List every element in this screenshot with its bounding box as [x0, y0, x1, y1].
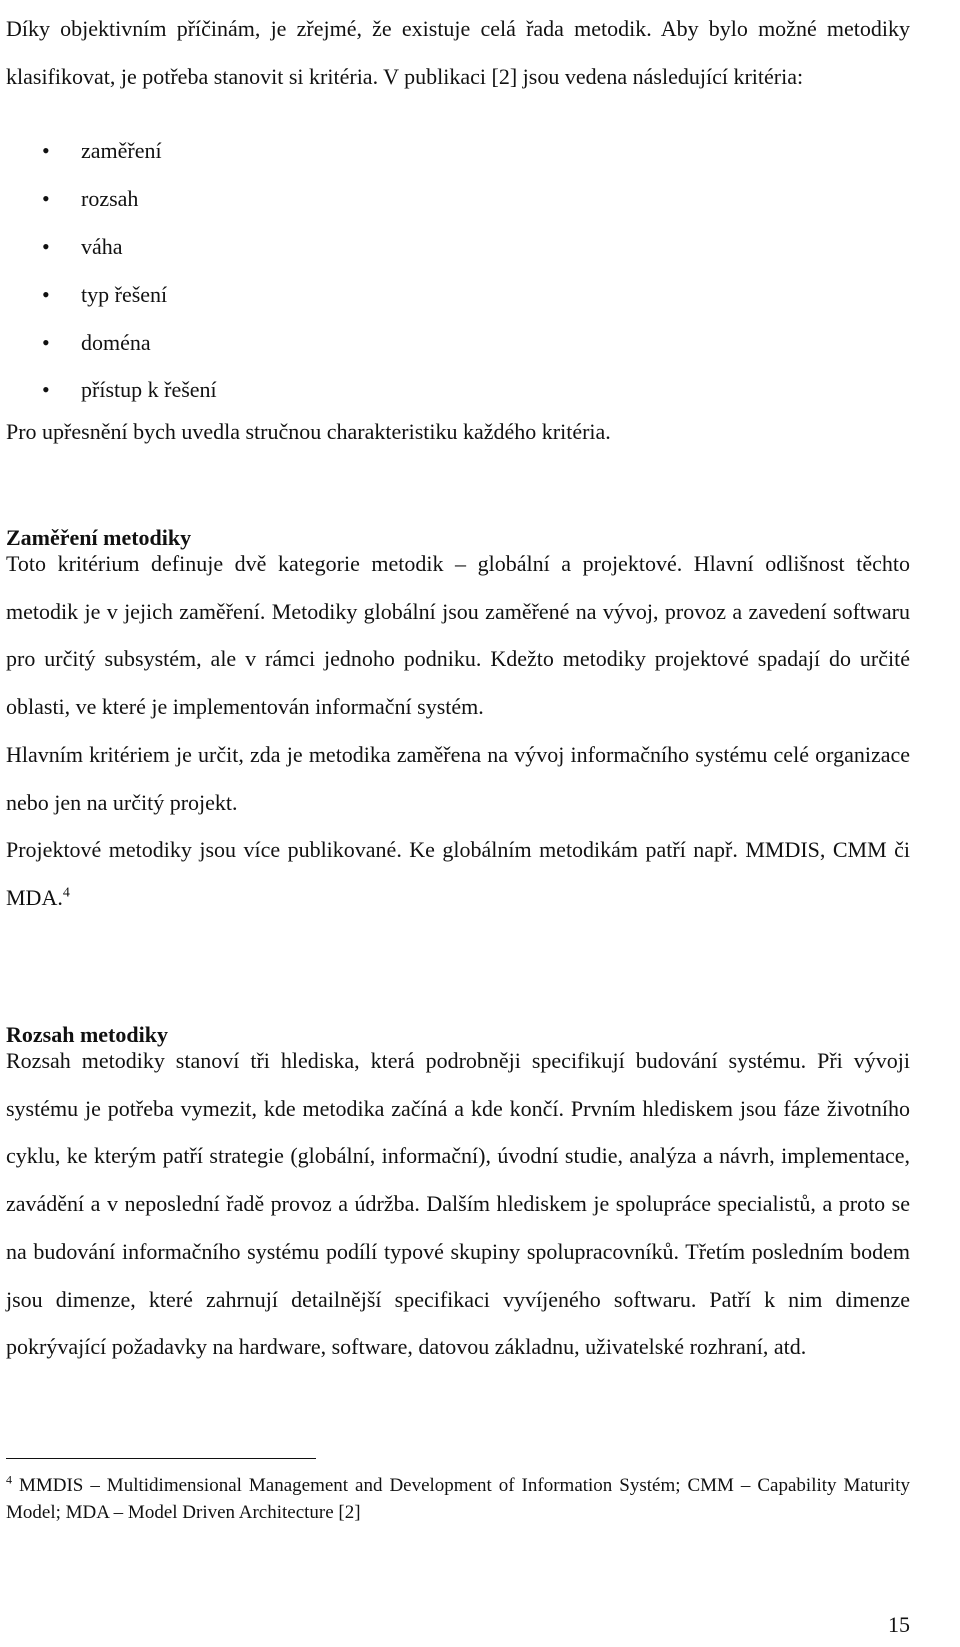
footnote-number: 4	[6, 1472, 12, 1487]
section-rozsah	[6, 1037, 910, 1371]
after-list-paragraph: Pro upřesnění bych uvedla stručnou charakteristiku každého kritéria.	[6, 419, 611, 444]
footnote: $^4$ MMDIS – Multidimensional Management and Development of Information Systém; CMM – Capability Maturity Model; MDA – Model Driven Architecture [2]	[6, 1472, 910, 1523]
page-number: 15	[888, 1612, 910, 1637]
footnote-divider	[6, 1458, 316, 1459]
list-item: • doména	[6, 319, 217, 367]
bullet-icon: •	[42, 281, 50, 307]
section-zamereni	[6, 540, 910, 922]
criteria-list	[6, 127, 217, 414]
section-heading-zamereni: Zaměření metodiky	[6, 525, 192, 551]
footnote-reference: 4	[62, 885, 70, 901]
list-item: • zaměření	[6, 127, 217, 175]
list-item: • váha	[6, 223, 217, 271]
bullet-icon: •	[42, 138, 50, 163]
bullet-icon: •	[42, 329, 50, 355]
intro-paragraph: Díky objektivním příčinám, je zřejmé, že existuje celá řada metodik. Aby bylo možné metodiky klasifikovat, je potřeba stanovit si kritéria. V publikaci [2] jsou vedena následující kritéria:	[6, 16, 910, 89]
bullet-icon: •	[42, 377, 50, 403]
paragraph: Toto kritérium definuje dvě kategorie metodik – globální a projektové. Hlavní odlišnost těchto metodik je v jejich zaměření. Metodiky globální jsou zaměřené na vývoj, provoz a zavedení softwaru pro určitý subsystém, ale v rámci jednoho podniku. Kdežto metodiky projektové spadají do určité oblasti, ve které je implementován informační systém.	[6, 551, 910, 720]
list-item: • přístup k řešení	[6, 366, 217, 414]
bullet-icon: •	[42, 185, 50, 211]
paragraph: Rozsah metodiky stanoví tři hlediska, která podrobněji specifikují budování systému. Při vývoji systému je potřeba vymezit, kde metodika začíná a kde končí. Prvním hlediskem jsou fáze životního cyklu, ke kterým patří strategie (globální, informační), úvodní studie, analýza a návrh, implementace, zavádění a v neposlední řadě provoz a údržba. Dalším hlediskem je spolupráce specialistů, a proto se na budování informačního systému podílí typové skupiny spolupracovníků. Třetím posledním bodem jsou dimenze, které zahrnují detailnější specifikaci vyvíjeného softwaru. Patří k nim dimenze pokrývající požadavky na hardware, software, datovou základnu, uživatelské rozhraní, atd.	[6, 1048, 910, 1360]
paragraph: Hlavním kritériem je určit, zda je metodika zaměřena na vývoj informačního systému celé organizace nebo jen na určitý projekt.	[6, 741, 910, 815]
bullet-icon: •	[42, 233, 50, 259]
list-item: • rozsah	[6, 175, 217, 223]
list-item: • typ řešení	[6, 271, 217, 319]
section-heading-rozsah: Rozsah metodiky	[6, 1022, 168, 1048]
paragraph: Projektové metodiky jsou více publikované. Ke globálním metodikám patří např. MMDIS, CMM či MDA.$^4$	[6, 837, 910, 910]
